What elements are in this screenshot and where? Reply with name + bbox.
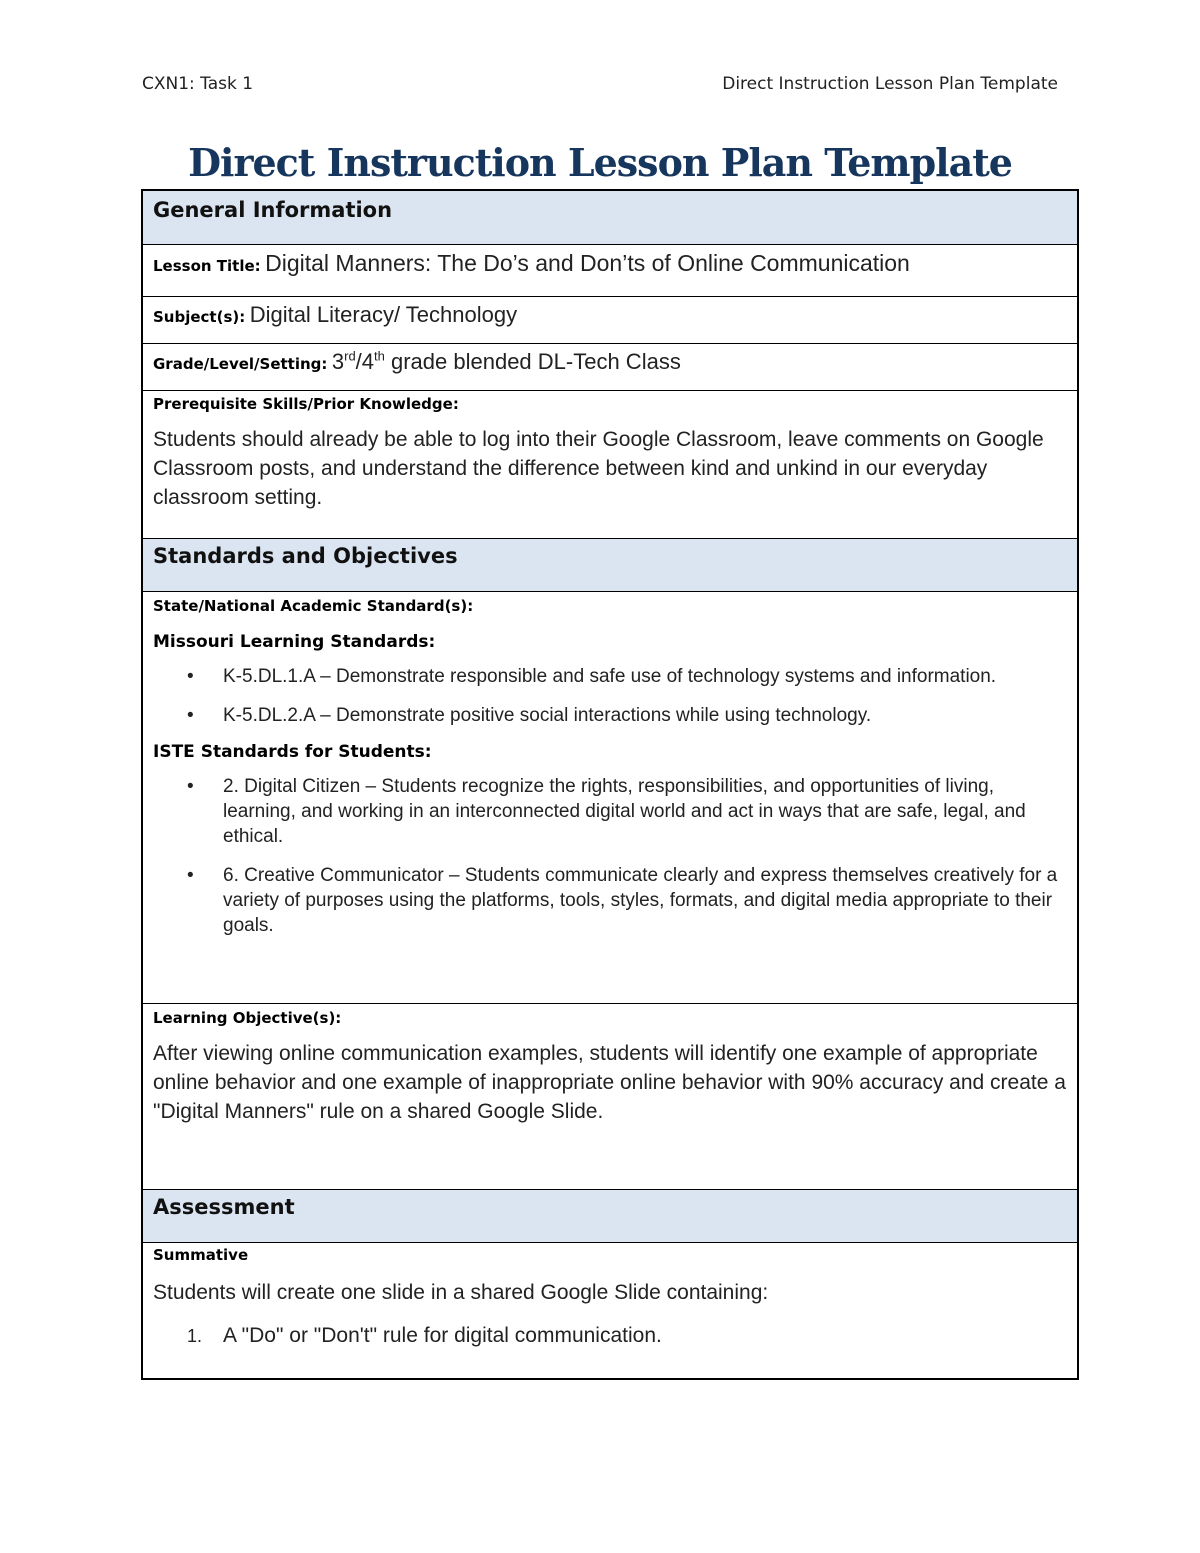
iste-standards-list — [153, 774, 1067, 938]
list-number: 1. — [187, 1326, 203, 1346]
subject-row — [143, 296, 1077, 343]
learning-objective-row — [143, 1003, 1077, 1189]
list-item-text: A "Do" or "Don't" rule for digital communication. — [223, 1324, 662, 1347]
section-standards-objectives — [143, 538, 1077, 591]
prerequisite-label: Prerequisite Skills/Prior Knowledge: — [153, 395, 459, 413]
lesson-title-label: Lesson Title: — [153, 257, 261, 275]
summative-label: Summative — [153, 1246, 249, 1264]
subject-value: Digital Literacy/ Technology — [249, 302, 518, 327]
summative-text: Students will create one slide in a shared Google Slide containing: — [153, 1281, 769, 1304]
section-heading: Standards and Objectives — [153, 544, 458, 568]
document-title: Direct Instruction Lesson Plan Template — [188, 140, 1012, 185]
lesson-title-row — [143, 244, 1077, 296]
section-assessment — [143, 1189, 1077, 1242]
grade-value: 3rd/4th grade blended DL-Tech Class — [331, 348, 681, 374]
standards-row — [143, 591, 1077, 1003]
section-heading: Assessment — [153, 1195, 295, 1219]
lesson-title-value: Digital Manners: The Do’s and Don’ts of Online Communication — [265, 250, 910, 276]
iste-standards-heading: ISTE Standards for Students: — [153, 742, 432, 762]
running-header-left: CXN1: Task 1 — [142, 74, 254, 94]
list-item: • 2. Digital Citizen – Students recognize the rights, responsibilities, and opportunities of living, learning, and working in an interconnected digital world and act in ways that are safe, legal, and ethical. — [187, 776, 1026, 847]
list-item — [153, 1321, 1067, 1351]
subject-label: Subject(s): — [153, 308, 246, 326]
missouri-standards-heading: Missouri Learning Standards: — [153, 632, 436, 652]
prerequisite-row — [143, 390, 1077, 538]
section-general-information — [143, 191, 1077, 244]
prerequisite-text: Students should already be able to log into their Google Classroom, leave comments on Google Classroom posts, and understand the difference between kind and unkind in our everyday classroom setting. — [153, 428, 1044, 509]
list-item: • 6. Creative Communicator – Students communicate clearly and express themselves creatively for a variety of purposes using the platforms, tools, styles, formats, and digital media appropriate to their goals. — [187, 865, 1058, 936]
section-heading: General Information — [153, 198, 393, 222]
running-header-right: Direct Instruction Lesson Plan Template — [722, 74, 1058, 94]
summative-row — [143, 1242, 1077, 1378]
grade-row — [143, 343, 1077, 390]
state-standards-label: State/National Academic Standard(s): — [153, 597, 474, 615]
list-item: • K-5.DL.2.A – Demonstrate positive social interactions while using technology. — [187, 705, 872, 726]
list-item: • K-5.DL.1.A – Demonstrate responsible and safe use of technology systems and information. — [187, 666, 997, 687]
learning-objective-label: Learning Objective(s): — [153, 1009, 342, 1027]
lesson-plan-table — [141, 189, 1079, 1380]
learning-objective-text: After viewing online communication examples, students will identify one example of appropriate online behavior and one example of inappropriate online behavior with 90% accuracy and create a "Digital Manners" rule on a shared Google Slide. — [153, 1042, 1066, 1123]
grade-label: Grade/Level/Setting: — [153, 355, 328, 373]
missouri-standards-list — [153, 664, 1067, 728]
